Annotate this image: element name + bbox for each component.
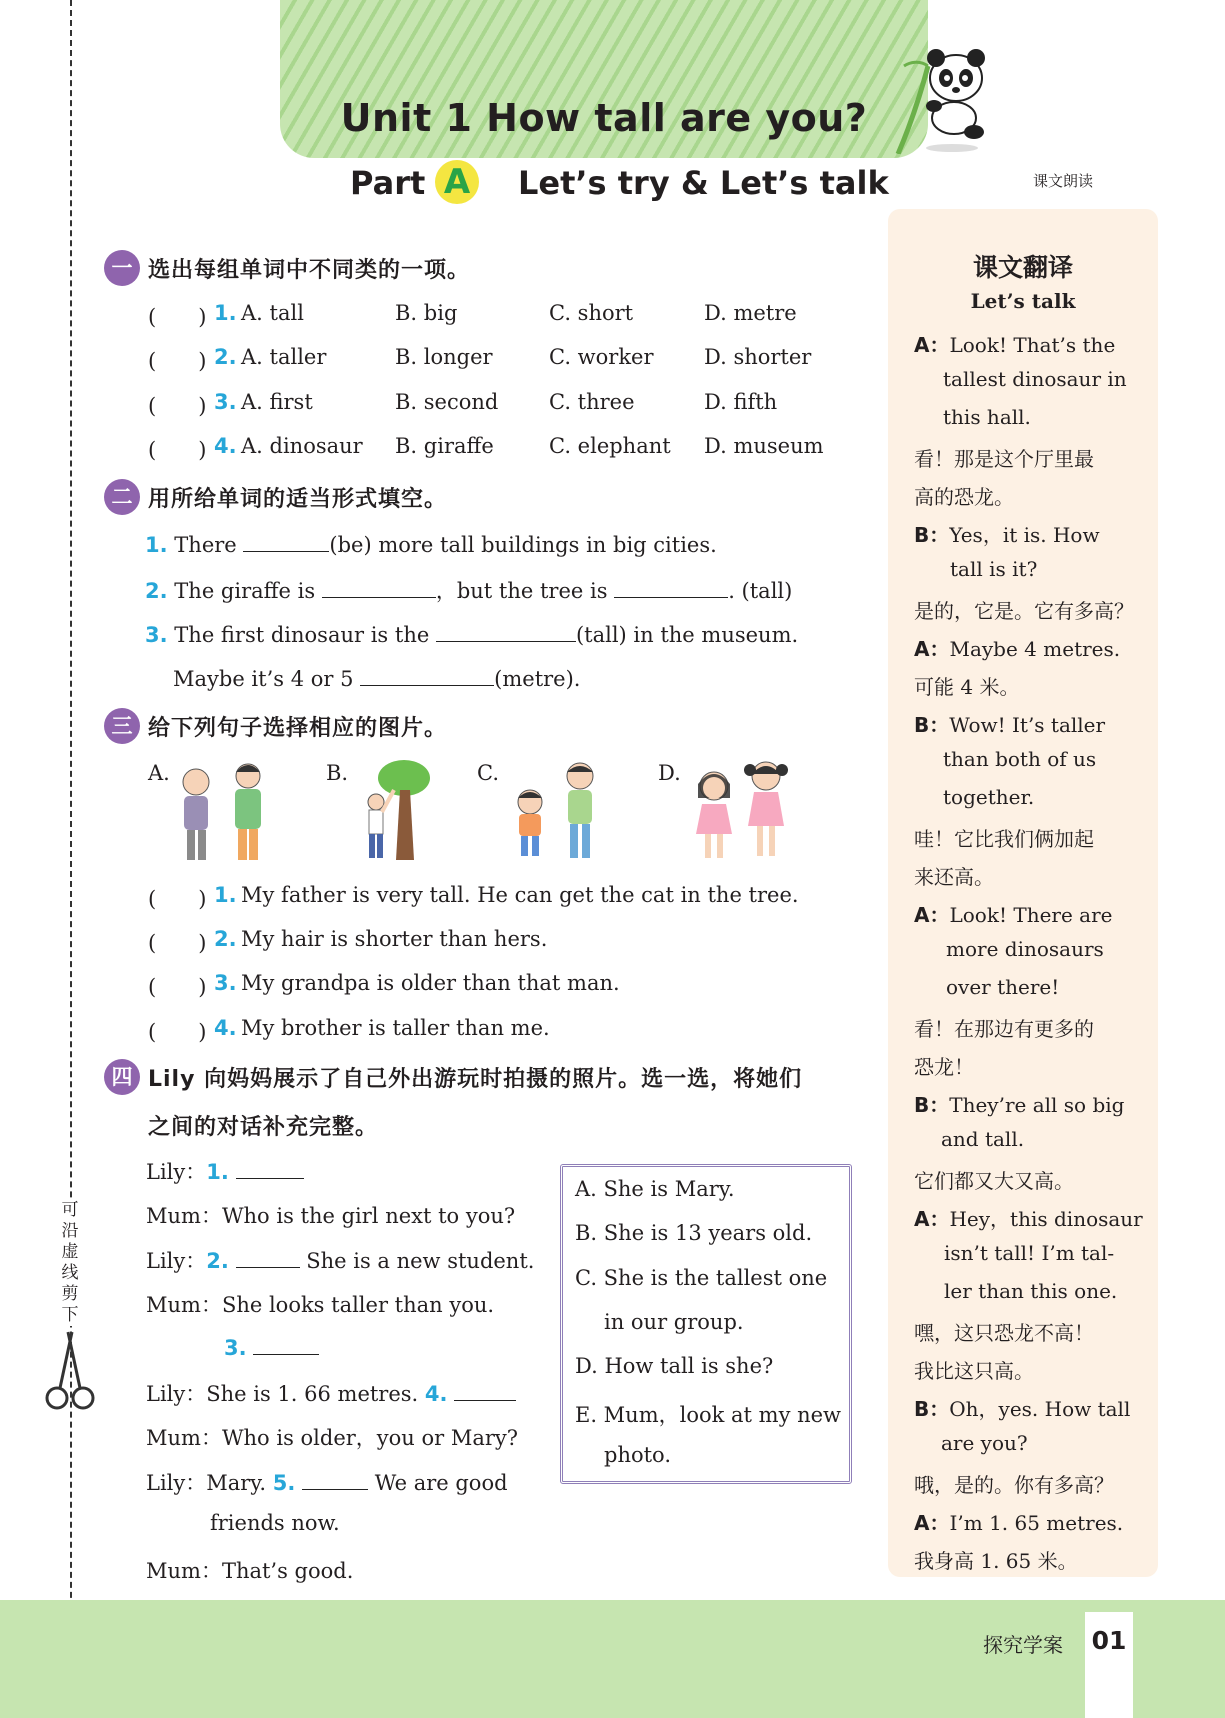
option-item-continued: photo. [604,1443,671,1467]
translation-line: more dinosaurs [946,937,1104,961]
grandpa-and-man-picture [178,758,278,862]
option-item: A. She is Mary. [575,1177,735,1201]
part-word: Part [350,164,426,202]
option-item-continued: in our group. [604,1310,744,1334]
option-d: D. metre [704,301,797,325]
translation-line: 哦，是的。你有多高？ [914,1473,1114,1497]
translation-line: 嘿，这只恐龙不高！ [914,1321,1094,1345]
picture-label: C. [477,761,499,785]
option-d: D. museum [704,434,824,458]
translation-line: A：Hey，this dinosaur [914,1207,1143,1231]
section-badge: 三 [104,708,140,744]
option-b: B. longer [395,345,493,369]
answer-blank[interactable] [322,576,436,598]
translation-line: 哇！它比我们俩加起 [914,827,1094,851]
man-and-tree-picture [360,760,430,862]
option-d: D. fifth [704,390,778,414]
answer-blank[interactable] [360,664,494,686]
dialog-line: Mum：That’s good. [146,1559,354,1583]
translation-line: isn’t tall! I’m tal- [944,1241,1115,1265]
option-item: D. How tall is she? [575,1354,774,1378]
translation-line: 来还高。 [914,865,994,889]
sentence-text: My brother is taller than me. [241,1016,550,1040]
footer-wave [0,1592,1225,1612]
option-c: C. short [549,301,634,325]
translation-line: 是的，它是。它有多高？ [914,599,1134,623]
answer-blank[interactable] [243,530,329,552]
dialog-line: Mum：She looks taller than you. [146,1293,495,1317]
answer-blank[interactable] [236,1246,300,1268]
section-badge: 四 [104,1059,140,1095]
answer-paren[interactable]: ( ) [148,305,207,329]
translation-line: ler than this one. [944,1279,1118,1303]
picture-label: A. [148,761,170,785]
dialog-line: Lily：2. She is a new student. [146,1245,534,1275]
recite-label: 课文朗读 [1033,172,1094,190]
translation-line: B：Oh，yes. How tall [914,1397,1131,1421]
question-number: 1. [214,301,237,325]
answer-paren[interactable]: ( ) [148,975,207,999]
answer-blank[interactable] [236,1157,304,1179]
picture-label: D. [658,761,681,785]
section-title: 用所给单词的适当形式填空。 [148,487,448,512]
fill-item: 1. There (be) more tall buildings in big cities. [145,530,717,557]
option-b: B. giraffe [395,434,494,458]
translation-line: over there! [946,975,1060,999]
part-subtitle: Let’s try & Let’s talk [518,164,889,202]
option-a: A. dinosaur [241,434,363,458]
sentence-text: My grandpa is older than that man. [241,971,620,995]
answer-paren[interactable]: ( ) [148,887,207,911]
translation-line: A：Look! There are [914,903,1113,927]
translation-line: 我比这只高。 [914,1359,1034,1383]
section-title-continued: 之间的对话补充完整。 [148,1115,379,1140]
translation-line: B：Wow! It’s taller [914,713,1106,737]
question-number: 3. [214,390,237,414]
translation-line: than both of us [943,747,1097,771]
dialog-line: Lily：She is 1. 66 metres. 4. [146,1378,516,1408]
translation-line: A：I’m 1. 65 metres. [914,1511,1124,1535]
translation-line: 它们都又大又高。 [914,1169,1074,1193]
answer-blank[interactable] [436,620,576,642]
option-c: C. three [549,390,635,414]
section-badge: 一 [104,250,140,286]
question-number: 2. [214,345,237,369]
dialog-line: Lily：Mary. 5. We are good [146,1467,508,1497]
answer-paren[interactable]: ( ) [148,438,207,462]
part-letter: A [443,162,471,202]
picture-label: B. [326,761,349,785]
option-item: C. She is the tallest one [575,1266,828,1290]
fill-item: 2. The giraffe is ，but the tree is . (tall) [145,575,792,605]
translation-line: tallest dinosaur in [943,367,1127,391]
girls-picture [686,758,796,862]
footer-band [0,1600,1225,1718]
question-number: 3. [214,971,237,995]
panda-icon [890,36,1000,154]
question-number: 1. [214,883,237,907]
dialog-line: friends now. [210,1511,340,1535]
translation-line: 我身高 1. 65 米。 [914,1549,1078,1573]
option-a: A. first [241,390,313,414]
translation-line: B：Yes，it is. How [914,523,1100,547]
translation-line: 可能 4 米。 [914,675,1020,699]
translation-line: tall is it? [950,557,1038,581]
translation-line: together. [943,785,1035,809]
cut-line [70,0,72,1718]
option-a: A. tall [241,301,304,325]
translation-line: 恐龙！ [914,1055,974,1079]
option-d: D. shorter [704,345,812,369]
page-number: 01 [1091,1626,1127,1655]
option-b: B. second [395,390,499,414]
dialog-line: Mum：Who is the girl next to you? [146,1204,516,1228]
answer-paren[interactable]: ( ) [148,394,207,418]
sentence-text: My hair is shorter than hers. [241,927,548,951]
translation-line: 看！在那边有更多的 [914,1017,1094,1041]
translation-subtitle: Let’s talk [970,289,1076,313]
fill-item-continued: Maybe it’s 4 or 5 (metre). [173,664,580,691]
scissors-icon [42,1330,98,1414]
boys-picture [504,758,608,862]
book-name: 探究学案 [983,1633,1063,1657]
answer-blank[interactable] [614,576,728,598]
sentence-text: My father is very tall. He can get the cat in the tree. [241,883,799,907]
cut-instruction: 可 沿 虚 线 剪 下 [58,1200,82,1326]
translation-line: 高的恐龙。 [914,485,1014,509]
translation-line: B：They’re all so big [914,1093,1125,1117]
section-title: 选出每组单词中不同类的一项。 [148,258,471,283]
translation-line: A：Look! That’s the [914,333,1116,357]
translation-line: and tall. [941,1127,1025,1151]
answer-paren[interactable]: ( ) [148,931,207,955]
translation-line: 看！那是这个厅里最 [914,447,1094,471]
translation-line: this hall. [943,405,1031,429]
dialog-line: Lily：1. [146,1156,304,1186]
dialog-line: 3. [224,1333,319,1360]
question-number: 4. [214,434,237,458]
option-a: A. taller [241,345,327,369]
section-title: 给下列句子选择相应的图片。 [148,716,448,741]
section-title: Lily 向妈妈展示了自己外出游玩时拍摄的照片。选一选，将她们 [148,1067,803,1092]
answer-blank[interactable] [253,1333,319,1355]
option-b: B. big [395,301,458,325]
option-c: C. worker [549,345,654,369]
answer-paren[interactable]: ( ) [148,1020,207,1044]
options-box [560,1164,852,1484]
answer-paren[interactable]: ( ) [148,349,207,373]
translation-line: are you? [941,1431,1028,1455]
option-c: C. elephant [549,434,671,458]
dialog-line: Mum：Who is older，you or Mary? [146,1426,519,1450]
section-badge: 二 [104,479,140,515]
option-item: E. Mum，look at my new [575,1403,842,1427]
fill-item: 3. The first dinosaur is the (tall) in the museum. [145,620,798,647]
translation-line: A：Maybe 4 metres. [914,637,1121,661]
answer-blank[interactable] [302,1468,368,1490]
question-number: 2. [214,927,237,951]
unit-title: Unit 1 How tall are you? [340,96,868,140]
translation-title: 课文翻译 [972,253,1073,282]
answer-blank[interactable] [454,1379,516,1401]
option-item: B. She is 13 years old. [575,1221,813,1245]
question-number: 4. [214,1016,237,1040]
